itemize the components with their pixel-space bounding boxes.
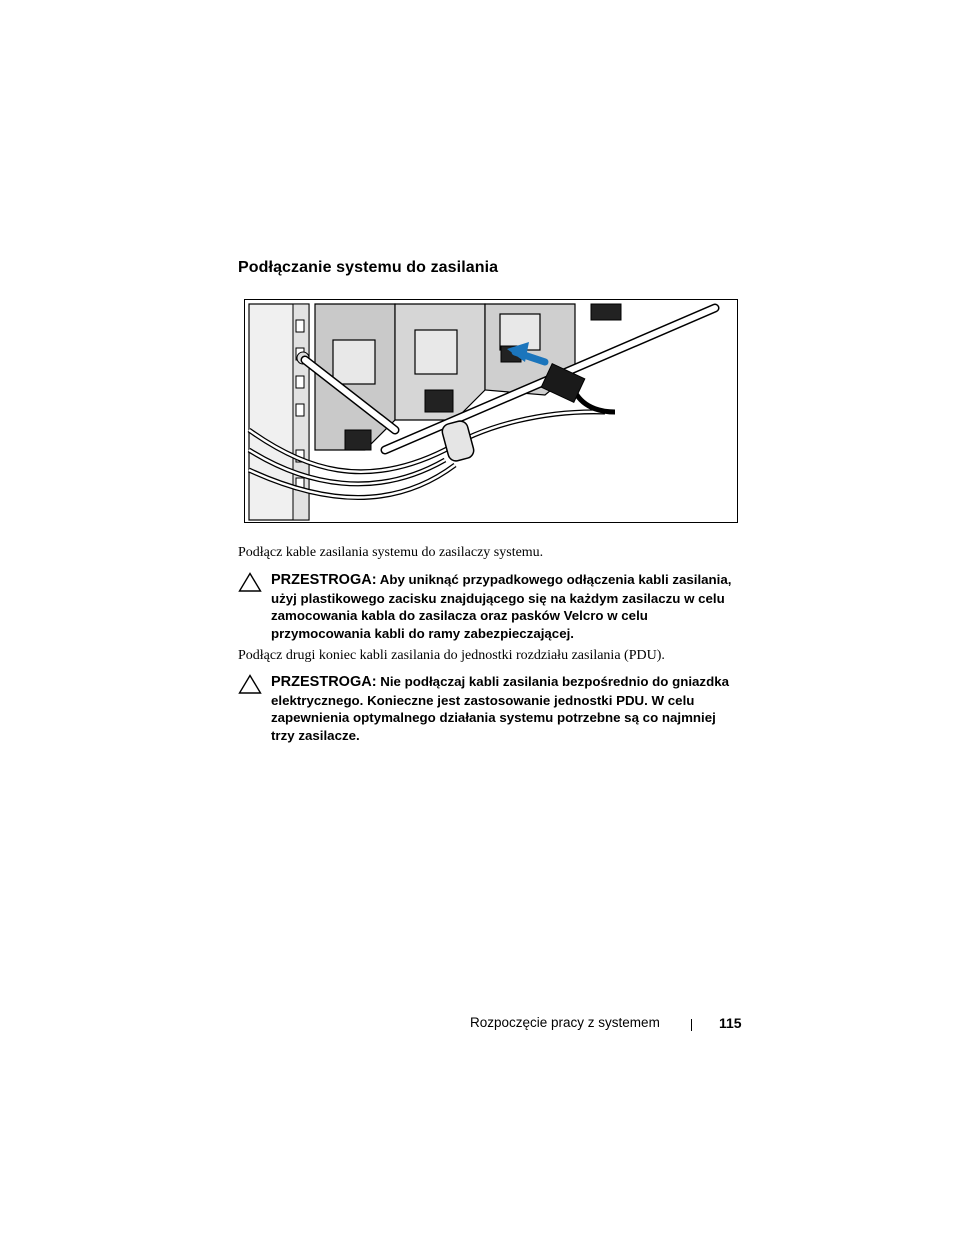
page-number: 115 [719,1015,742,1031]
instruction-paragraph-1: Podłącz kable zasilania systemu do zasilaczy systemu. [238,545,544,560]
caution-triangle-icon [238,674,262,694]
footer-chapter-title: Rozpoczęcie pracy z systemem [470,1015,660,1030]
power-cable-connection-illustration [245,300,737,522]
footer-separator [691,1019,692,1031]
section-heading: Podłączanie systemu do zasilania [238,259,499,276]
instruction-paragraph-2: Podłącz drugi koniec kabli zasilania do jednostki rozdziału zasilania (PDU). [238,648,665,663]
caution-notice-1 [238,571,738,642]
caution-label: PRZESTROGA: [271,572,377,588]
power-connection-figure [244,299,738,523]
caution-text: Nie podłączaj kabli zasilania bezpośrednio do gniazdka elektrycznego. Konieczne jest zastosowanie jednostki PDU. W celu zapewnienia optymalnego działania systemu potrzebne są co najmniej trzy zasilacze. [271,674,729,743]
caution-label: PRZESTROGA: [271,674,377,690]
caution-text: Aby uniknąć przypadkowego odłączenia kabli zasilania, użyj plastikowego zacisku znajdującego się na każdym zasilaczu w celu zamocowania kabla do zasilacza oraz pasków Velcro w celu przymocowania kabli do ramy zabezpieczającej. [271,572,732,641]
caution-triangle-icon [238,572,262,592]
caution-notice-2 [238,673,738,744]
